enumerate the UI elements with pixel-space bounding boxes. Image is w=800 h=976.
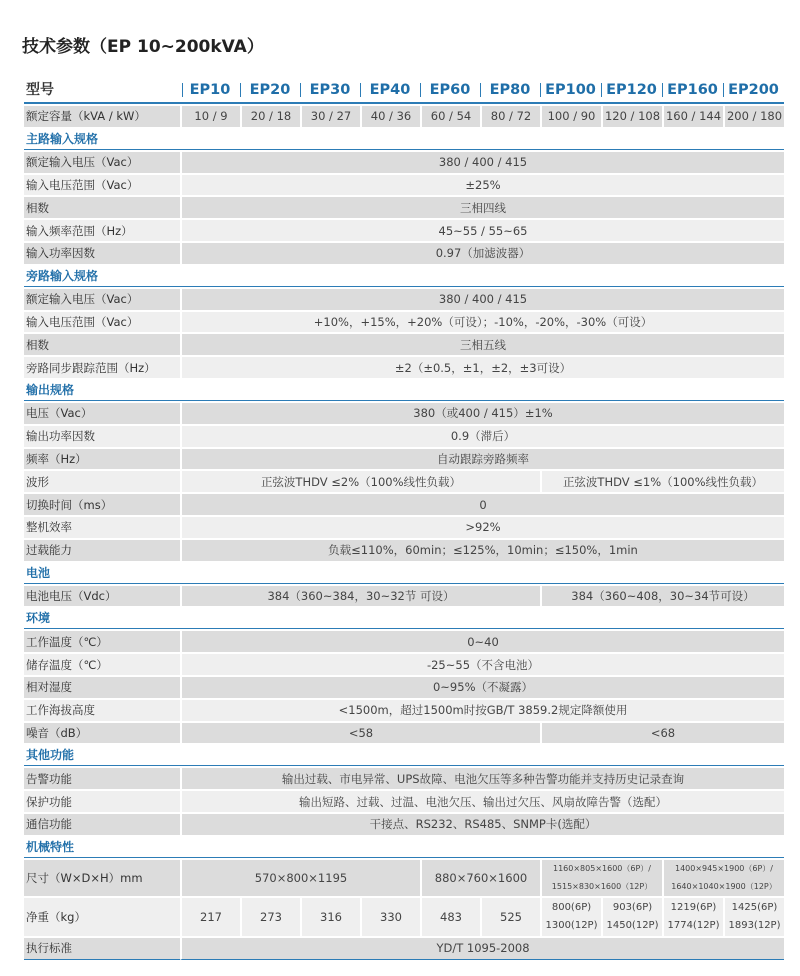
- spec-value: 0: [180, 494, 784, 515]
- weight-value: 316: [300, 898, 360, 936]
- capacity-value: 10 / 9: [180, 106, 240, 127]
- model-ep30: EP30: [300, 78, 360, 104]
- spec-value: <68: [540, 723, 784, 744]
- spec-row: [24, 357, 784, 378]
- section-title: 输出规格: [24, 380, 784, 401]
- spec-value: -25~55（不含电池）: [180, 654, 784, 675]
- spec-label: 输入电压范围（Vac）: [24, 312, 180, 333]
- spec-row: [24, 654, 784, 675]
- spec-label: 通信功能: [24, 814, 180, 835]
- capacity-value: 120 / 108: [601, 106, 662, 127]
- spec-value: ±25%: [180, 175, 784, 196]
- model-header-label: 型号: [24, 78, 180, 104]
- spec-row: [24, 768, 784, 789]
- section-battery: [24, 563, 784, 584]
- spec-value: >92%: [180, 517, 784, 538]
- weight-value: 525: [480, 898, 540, 936]
- model-header-row: [24, 78, 784, 104]
- spec-label: 相数: [24, 197, 180, 218]
- spec-value: 0.97（加滤波器）: [180, 243, 784, 264]
- model-ep60: EP60: [420, 78, 480, 104]
- section-title: 主路输入规格: [24, 129, 784, 150]
- weight-value: [662, 898, 723, 936]
- capacity-value: 80 / 72: [480, 106, 540, 127]
- spec-label: 输入电压范围（Vac）: [24, 175, 180, 196]
- spec-value: ±2（±0.5，±1，±2，±3可设）: [180, 357, 784, 378]
- spec-value: 380 / 400 / 415: [180, 289, 784, 310]
- spec-value: 880×760×1600: [420, 860, 540, 896]
- capacity-value: 40 / 36: [360, 106, 420, 127]
- spec-label: 执行标准: [24, 938, 180, 960]
- weight-line: 1893(12P): [728, 919, 781, 931]
- spec-value: [662, 860, 784, 896]
- weight-line: 903(6P): [612, 901, 653, 913]
- spec-row: [24, 814, 784, 835]
- size-line: 1515×830×1600（12P）: [551, 881, 653, 891]
- spec-value: 三相五线: [180, 334, 784, 355]
- size-line: 1160×805×1600（6P）/: [552, 863, 651, 873]
- capacity-row: [24, 106, 784, 127]
- spec-row: [24, 449, 784, 470]
- spec-label: 尺寸（W×D×H）mm: [24, 860, 180, 896]
- weight-line: 1300(12P): [545, 919, 598, 931]
- weight-value: 273: [240, 898, 300, 936]
- spec-value: 负载≤110%，60min；≤125%，10min；≤150%，1min: [180, 540, 784, 561]
- spec-value: +10%，+15%，+20%（可设）；-10%，-20%，-30%（可设）: [180, 312, 784, 333]
- spec-row: [24, 791, 784, 812]
- spec-label: 噪音（dB）: [24, 723, 180, 744]
- spec-row: [24, 426, 784, 447]
- weight-value: [540, 898, 601, 936]
- spec-label: 电压（Vac）: [24, 403, 180, 424]
- spec-row: [24, 700, 784, 721]
- model-ep20: EP20: [240, 78, 300, 104]
- section-title: 旁路输入规格: [24, 266, 784, 287]
- section-environment: [24, 608, 784, 629]
- spec-label: 切换时间（ms）: [24, 494, 180, 515]
- section-title: 机械特性: [24, 837, 784, 858]
- weight-value: [723, 898, 784, 936]
- spec-row: [24, 586, 784, 607]
- spec-row: [24, 175, 784, 196]
- capacity-value: 20 / 18: [240, 106, 300, 127]
- spec-row: [24, 723, 784, 744]
- spec-value: <1500m，超过1500m时按GB/T 3859.2规定降额使用: [180, 700, 784, 721]
- spec-value: 输出过载、市电异常、UPS故障、电池欠压等多种告警功能并支持历史记录查询: [180, 768, 784, 789]
- spec-label: 整机效率: [24, 517, 180, 538]
- spec-label: 工作温度（℃）: [24, 631, 180, 652]
- capacity-value: 200 / 180: [723, 106, 784, 127]
- weight-line: 1774(12P): [667, 919, 720, 931]
- section-title: 环境: [24, 608, 784, 629]
- spec-value: 45~55 / 55~65: [180, 220, 784, 241]
- section-other: [24, 745, 784, 766]
- spec-row: [24, 471, 784, 492]
- spec-label: 保护功能: [24, 791, 180, 812]
- spec-row: [24, 197, 784, 218]
- spec-row: [24, 494, 784, 515]
- spec-row: [24, 289, 784, 310]
- spec-value: 0.9（滞后）: [180, 426, 784, 447]
- spec-row: [24, 334, 784, 355]
- spec-label: 净重（kg）: [24, 898, 180, 936]
- spec-row: [24, 243, 784, 264]
- weight-row: [24, 898, 784, 936]
- weight-line: 1425(6P): [731, 901, 778, 913]
- spec-row: [24, 517, 784, 538]
- spec-value: 三相四线: [180, 197, 784, 218]
- spec-value: 384（360~408，30~34节可设）: [540, 586, 784, 607]
- spec-value: 正弦波THDV ≤1%（100%线性负载）: [540, 471, 784, 492]
- spec-value: 正弦波THDV ≤2%（100%线性负载）: [180, 471, 540, 492]
- weight-line: 1219(6P): [670, 901, 717, 913]
- spec-value: 输出短路、过载、过温、电池欠压、输出过欠压、风扇故障告警（选配）: [180, 791, 784, 812]
- spec-label: 储存温度（℃）: [24, 654, 180, 675]
- spec-label: 相数: [24, 334, 180, 355]
- spec-label: 旁路同步跟踪范围（Hz）: [24, 357, 180, 378]
- size-row: [24, 860, 784, 896]
- weight-line: 800(6P): [551, 901, 592, 913]
- spec-row: [24, 152, 784, 173]
- spec-value: 0~40: [180, 631, 784, 652]
- spec-row: [24, 220, 784, 241]
- weight-line: 1450(12P): [606, 919, 659, 931]
- spec-label: 过载能力: [24, 540, 180, 561]
- section-title: 其他功能: [24, 745, 784, 766]
- weight-value: 217: [180, 898, 240, 936]
- spec-value: 380 / 400 / 415: [180, 152, 784, 173]
- section-output: [24, 380, 784, 401]
- model-ep120: EP120: [601, 78, 662, 104]
- spec-table: [24, 76, 784, 962]
- spec-value: 384（360~384，30~32节 可设）: [180, 586, 540, 607]
- spec-label: 波形: [24, 471, 180, 492]
- weight-value: 483: [420, 898, 480, 936]
- spec-value: [540, 860, 662, 896]
- spec-value: 自动跟踪旁路频率: [180, 449, 784, 470]
- spec-row: [24, 312, 784, 333]
- spec-label: 工作海拔高度: [24, 700, 180, 721]
- spec-label: 输入功率因数: [24, 243, 180, 264]
- size-line: 1400×945×1900（6P）/: [674, 863, 773, 873]
- model-ep10: EP10: [180, 78, 240, 104]
- page-title: 技术参数（EP 10~200kVA）: [22, 37, 264, 57]
- section-title: 电池: [24, 563, 784, 584]
- spec-row: [24, 677, 784, 698]
- capacity-value: 100 / 90: [540, 106, 601, 127]
- weight-value: [601, 898, 662, 936]
- spec-value: 干接点、RS232、RS485、SNMP卡(选配）: [180, 814, 784, 835]
- spec-value: 570×800×1195: [180, 860, 420, 896]
- size-line: 1640×1040×1900（12P）: [671, 881, 777, 891]
- spec-value: 380（或400 / 415）±1%: [180, 403, 784, 424]
- capacity-value: 30 / 27: [300, 106, 360, 127]
- section-bypass-input: [24, 266, 784, 287]
- capacity-label: 额定容量（kVA / kW）: [24, 106, 180, 127]
- spec-label: 告警功能: [24, 768, 180, 789]
- spec-label: 输出功率因数: [24, 426, 180, 447]
- spec-row: [24, 938, 784, 960]
- spec-row: [24, 403, 784, 424]
- spec-label: 额定输入电压（Vac）: [24, 289, 180, 310]
- spec-label: 相对湿度: [24, 677, 180, 698]
- section-main-input: [24, 129, 784, 150]
- model-ep200: EP200: [723, 78, 784, 104]
- weight-value: 330: [360, 898, 420, 936]
- model-ep160: EP160: [662, 78, 723, 104]
- model-ep100: EP100: [540, 78, 601, 104]
- capacity-value: 60 / 54: [420, 106, 480, 127]
- model-ep40: EP40: [360, 78, 420, 104]
- spec-value: YD/T 1095-2008: [180, 938, 784, 960]
- spec-label: 电池电压（Vdc）: [24, 586, 180, 607]
- spec-label: 频率（Hz）: [24, 449, 180, 470]
- spec-label: 输入频率范围（Hz）: [24, 220, 180, 241]
- spec-row: [24, 631, 784, 652]
- spec-label: 额定输入电压（Vac）: [24, 152, 180, 173]
- capacity-value: 160 / 144: [662, 106, 723, 127]
- spec-value: 0~95%（不凝露）: [180, 677, 784, 698]
- section-mechanical: [24, 837, 784, 858]
- spec-value: <58: [180, 723, 540, 744]
- model-ep80: EP80: [480, 78, 540, 104]
- spec-row: [24, 540, 784, 561]
